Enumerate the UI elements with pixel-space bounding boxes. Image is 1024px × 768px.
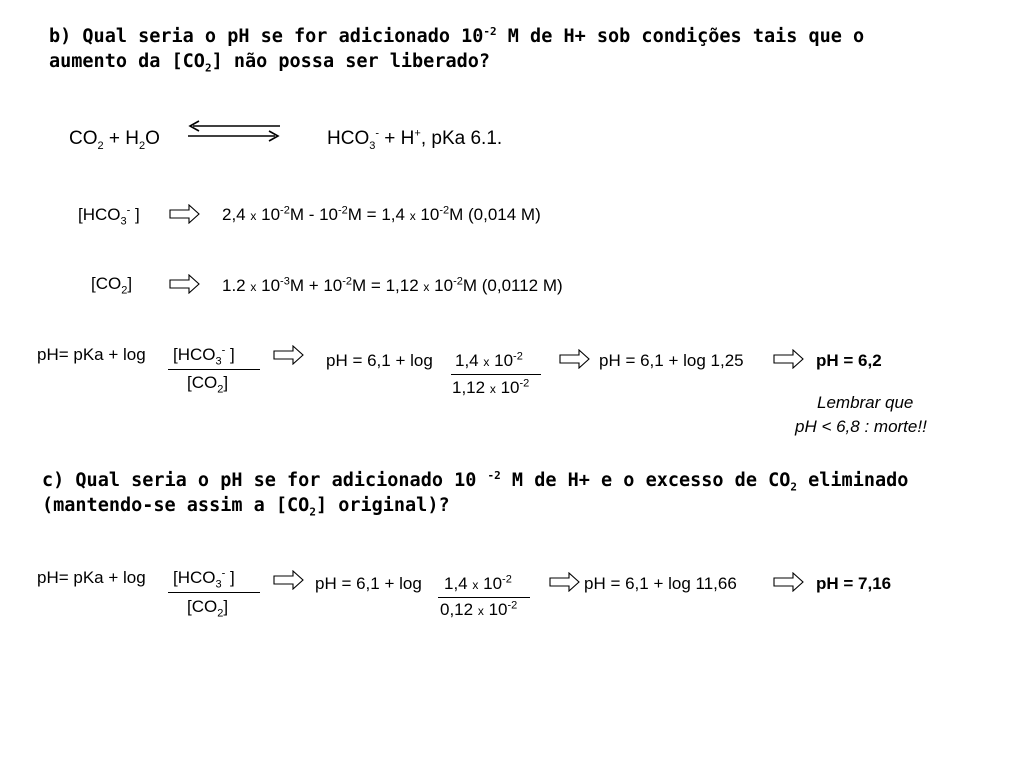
- question-b: [49, 24, 909, 74]
- formula-denominator: $[CO_2]$: [187, 373, 229, 396]
- implies-arrow-icon: [559, 349, 591, 369]
- question-c-text: eliminado (mantendo-se assim a [CO: [42, 470, 909, 516]
- fraction-line: [438, 597, 530, 598]
- step2: pH = 6,1 + log 1,25: [599, 351, 744, 370]
- question-b-subscript: 2: [204, 61, 212, 75]
- step1-left: pH = 6,1 + log: [326, 351, 433, 370]
- question-c-exponent: -2: [487, 468, 501, 482]
- equilibrium-arrows-icon: [185, 120, 285, 142]
- step1-numerator: 1,4 x $10^{-2}$: [455, 350, 523, 370]
- question-c-text: c) Qual seria o pH se for adicionado 10: [42, 470, 488, 491]
- fraction-line: [451, 374, 541, 375]
- question-b-text: M de H+ sob condições tais que o aumento da [CO: [49, 26, 865, 72]
- question-c-subscript: 2: [790, 480, 797, 494]
- question-b-text: ] não possa ser liberado?: [211, 51, 491, 72]
- equation-right: $HCO_3^- + H^+$, pKa 6.1.: [327, 127, 503, 152]
- step1-numerator: 1,4 x $10^{-2}$: [444, 573, 512, 593]
- question-c-subscript: 2: [309, 505, 316, 519]
- co2-label: $[CO_2]$: [91, 274, 133, 297]
- step1-denominator: 1,12 x $10^{-2}$: [452, 377, 530, 397]
- formula-numerator: [$HCO_3^-$ ]: [173, 344, 235, 368]
- note-line-2: pH < 6,8 : morte!!: [795, 417, 927, 436]
- equation-left: $CO_2 + H_2O$: [69, 128, 160, 152]
- implies-arrow-icon: [773, 349, 805, 369]
- result-b: pH = 6,2: [816, 351, 882, 370]
- step2: pH = 6,1 + log 11,66: [584, 574, 737, 593]
- formula-denominator: $[CO_2]$: [187, 597, 229, 620]
- question-c: [42, 468, 967, 518]
- question-b-text: b) Qual seria o pH se for adicionado 10: [49, 26, 484, 47]
- implies-arrow-icon: [273, 345, 305, 365]
- step1-left: pH = 6,1 + log: [315, 574, 422, 593]
- question-c-text: M de H+ e o excesso de CO: [500, 470, 791, 491]
- fraction-line: [168, 369, 260, 370]
- implies-arrow-icon: [169, 204, 201, 224]
- formula-numerator: [$HCO_3^-$ ]: [173, 567, 235, 591]
- step1-denominator: 0,12 x $10^{-2}$: [440, 599, 518, 619]
- henderson-formula: pH= pKa + log: [37, 345, 146, 364]
- implies-arrow-icon: [169, 274, 201, 294]
- co2-calculation: 1.2 x $10^{-3}M + 10^{-2}M = 1,12$ x $10^{-2}M$ (0,0112 M): [222, 275, 563, 295]
- hco3-calculation: 2,4 x $10^{-2}M - 10^{-2}M = 1,4$ x $10^{-2}M$ (0,014 M): [222, 204, 541, 224]
- note-line-1: Lembrar que: [817, 393, 914, 412]
- result-c: pH = 7,16: [816, 574, 892, 593]
- implies-arrow-icon: [273, 570, 305, 590]
- fraction-line: [168, 592, 260, 593]
- question-b-exponent: -2: [483, 24, 497, 38]
- henderson-formula: pH= pKa + log: [37, 568, 146, 587]
- implies-arrow-icon: [549, 572, 581, 592]
- implies-arrow-icon: [773, 572, 805, 592]
- hco3-label: [$HCO_3^-$ ]: [78, 204, 140, 228]
- question-c-text: ] original)?: [315, 495, 450, 516]
